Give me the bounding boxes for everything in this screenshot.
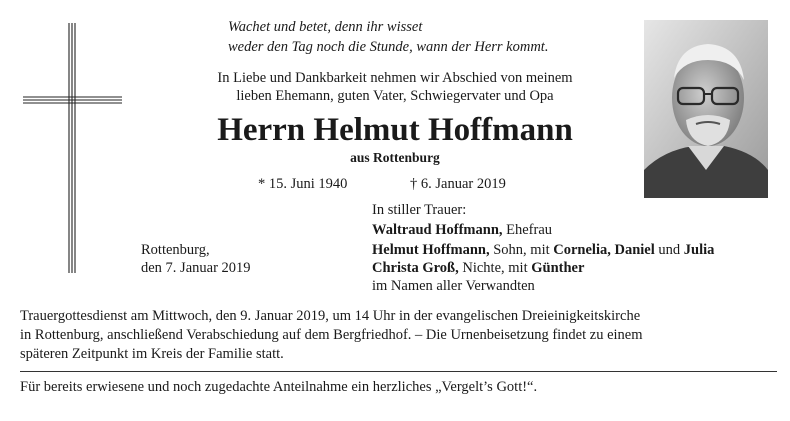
birth-date: * 15. Juni 1940	[258, 176, 348, 192]
service-paragraph	[20, 307, 780, 364]
service-line-2: in Rottenburg, anschließend Verabschiedung auf dem Bergfriedhof. – Die Urnenbeisetzung findet zu einem	[20, 327, 643, 343]
divider	[20, 371, 777, 372]
death-date: † 6. Januar 2019	[410, 176, 506, 192]
mourner-relation: Nichte, mit	[458, 260, 532, 276]
deceased-origin: aus Rottenburg	[350, 150, 440, 165]
quote-line-1: Wachet und betet, denn ihr wisset	[228, 19, 423, 35]
intro-line-1: In Liebe und Dankbarkeit nehmen wir Abschied von meinem	[217, 70, 573, 86]
mourner-row-4: im Namen aller Verwandten	[372, 278, 535, 294]
deceased-name: Herrn Helmut Hoffmann	[217, 112, 573, 148]
service-line-3: späteren Zeitpunkt im Kreis der Familie statt.	[20, 346, 284, 362]
portrait-photo	[644, 20, 768, 198]
place-text: Rottenburg,	[141, 242, 210, 258]
mourner-children: Günther	[531, 260, 585, 276]
mourner-row-2	[372, 241, 714, 259]
mourner-children: Julia	[683, 242, 715, 258]
quote-line-2: weder den Tag noch die Stunde, wann der Herr kommt.	[228, 39, 549, 55]
mourner-name: Christa Groß,	[372, 260, 459, 276]
notice-date: den 7. Januar 2019	[141, 260, 251, 276]
mourner-children: Cornelia, Daniel	[553, 242, 655, 258]
mourner-name: Waltraud Hoffmann,	[372, 222, 503, 238]
thanks-text: Für bereits erwiesene und noch zugedachte Anteilnahme ein herzliches „Vergelt’s Gott!“.	[20, 379, 538, 395]
mourner-conjunction: und	[654, 242, 684, 258]
mourner-relation: Ehefrau	[502, 222, 553, 238]
service-line-1: Trauergottesdienst am Mittwoch, den 9. Januar 2019, um 14 Uhr in der evangelischen Dreieinigkeitskirche	[20, 308, 641, 324]
mourner-name: Helmut Hoffmann,	[372, 242, 490, 258]
cross-icon	[20, 20, 130, 280]
mourner-row-3	[372, 259, 584, 277]
mourners-heading: In stiller Trauer:	[372, 202, 467, 218]
intro-line-2: lieben Ehemann, guten Vater, Schwiegervater und Opa	[236, 88, 554, 104]
mourner-row-1	[372, 221, 552, 239]
mourner-relation: Sohn, mit	[489, 242, 554, 258]
intro-text	[150, 69, 640, 105]
